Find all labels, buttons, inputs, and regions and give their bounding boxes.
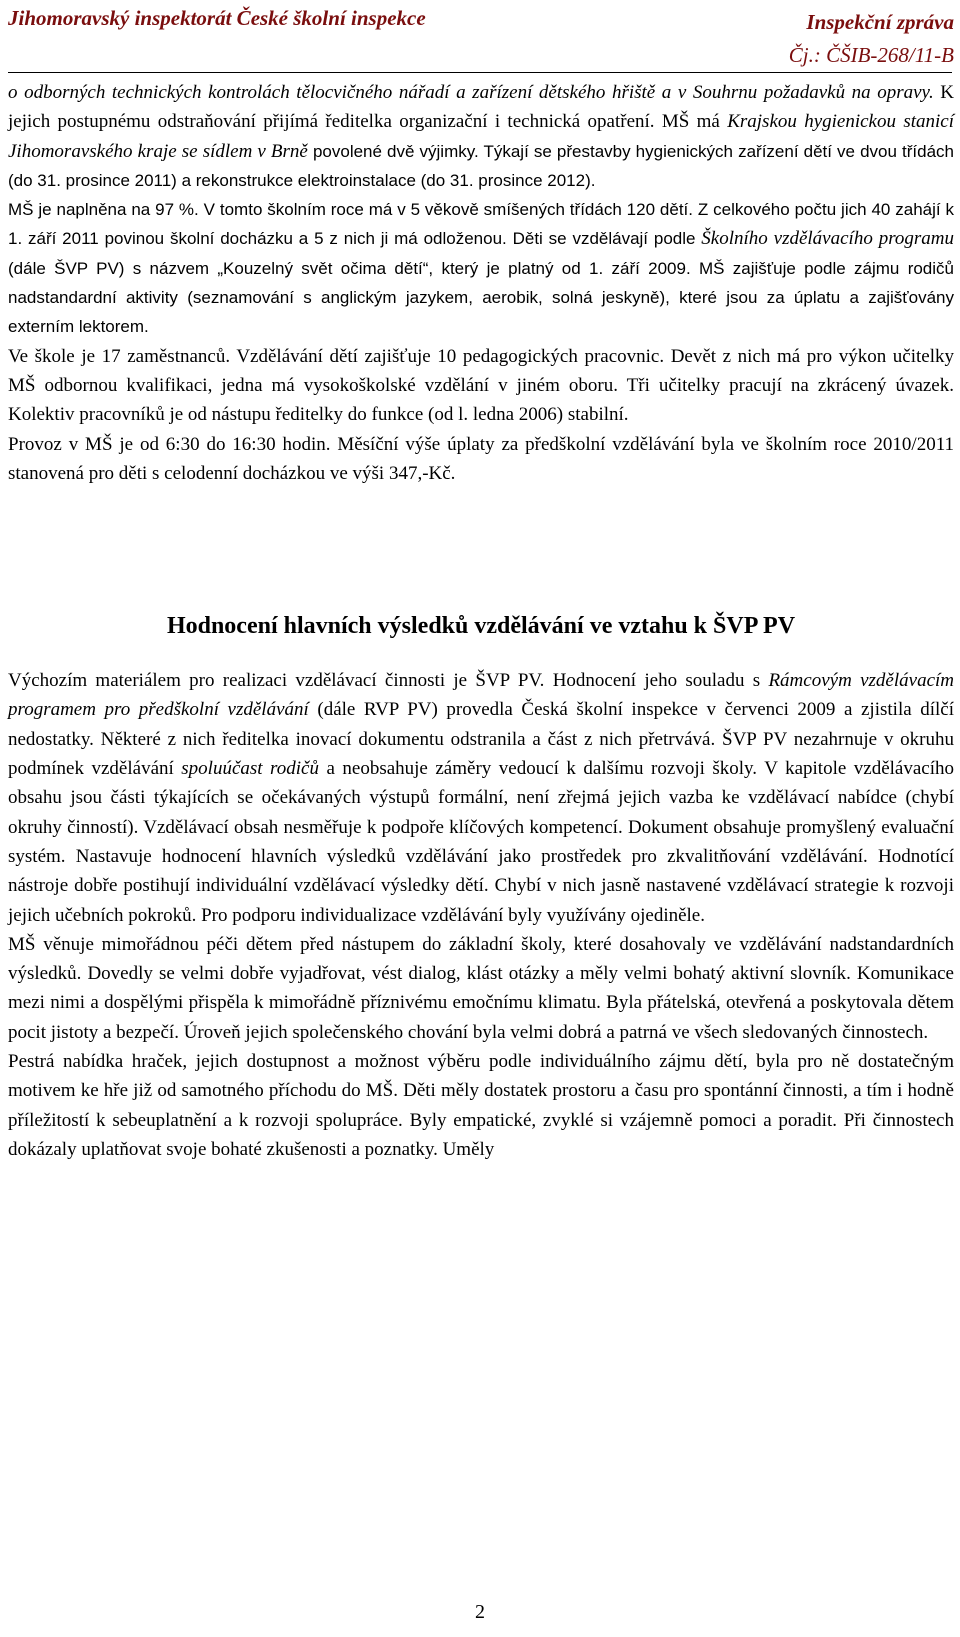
- paragraph-enrollment: [8, 195, 954, 341]
- document-body: [8, 78, 954, 1164]
- body-text-sans: povolené dvě výjimky. Týkají se přestavby hygienických zařízení dětí ve dvou třídách (do 31. prosince 2011) a rekonstrukce elektroinstalace (do 31. prosince 2012).: [8, 141, 954, 190]
- body-text: MŠ je naplněna na 97 %. V tomto školním roce má v 5 věkově smíšených třídách 120 dětí. Z celkového počtu jich 40 zahájí k 1. září 2011 povinou školní docházku a 5 z nich ji má odloženou. Děti se vzdělávají podle: [8, 200, 954, 249]
- body-text: K jejich postupnému odstraňování přijímá ředitelka organizační i technická opatření. MŠ má: [8, 82, 954, 133]
- paragraph-school-program-evaluation: [8, 666, 954, 930]
- italic-text: o odborných technických kontrolách tělocvičného nářadí a zařízení dětského hřiště a v: [8, 82, 693, 103]
- header-divider: [8, 72, 952, 73]
- body-text: (dále RVP PV) provedla Česká školní inspekce v červenci 2009 a zjistila dílčí nedostatky. Některé z nich ředitelka inovací dokumentu odstranila a část z nich přetrvává. ŠVP PV nezahrnuje v okruhu podmínek vzdělávání: [8, 699, 954, 780]
- body-text: a neobsahuje záměry vedoucí k dalšímu rozvoji školy. V kapitole vzdělávacího obsahu jsou části týkajících se očekávaných výstupů formální, není zřejmá jejich vazba ke vzdělávací nabídce (chybí okruhy činností). Vzdělávací obsah nesměřuje k podpoře klíčových kompetencí. Dokument obsahuje promyšlený evaluační systém. Nastavuje hodnocení hlavních výsledků vzdělávání jako prostředek pro zkvalitňování vzdělávání. Hodnotící nástroje dobře postihují individuální vzdělávací výsledky dětí. Chybí v nich jasně nastavené vzdělávací strategie k rozvoji jejich učebních pokroků. Pro podporu individualizace vzdělávání byly využívány ojediněle.: [8, 758, 955, 926]
- header-report-title: Inspekční zpráva: [806, 10, 954, 34]
- body-text: (dále ŠVP PV) s názvem „Kouzelný svět očima dětí“, který je platný od 1. září 2009. MŠ zajišťuje podle zájmu rodičů nadstandardní aktivity (seznamování s anglickým jazykem, aerobik, solná jeskyně), které jsou za úplatu a zajišťovány externím lektorem.: [8, 258, 954, 337]
- header-reference-number: Čj.: ČŠIB-268/11-B: [788, 43, 954, 67]
- italic-text: Školního vzdělávacího programu: [701, 228, 954, 250]
- header-inspectorate: Jihomoravský inspektorát České školní inspekce: [8, 6, 426, 30]
- paragraph-operating-hours: Provoz v MŠ je od 6:30 do 16:30 hodin. Měsíční výše úplaty za předškolní vzdělávání byla ve školním roce 2010/2011 stanovená pro děti s celodenní docházkou ve výši 347,-Kč.: [8, 433, 954, 484]
- italic-text: Souhrnu požadavků na opravy.: [692, 82, 934, 103]
- italic-text: Rámcovým vzdělávacím programem pro předškolní vzdělávání: [8, 670, 954, 721]
- italic-text: Krajskou hygienickou stanicí Jihomoravského kraje se sídlem v Brně: [8, 111, 954, 162]
- header-report-block: [789, 6, 954, 72]
- body-text: Výchozím materiálem pro realizaci vzdělávací činnosti je ŠVP PV. Hodnocení jeho souladu s: [8, 670, 769, 692]
- paragraph-preschool-care: MŠ věnuje mimořádnou péči dětem před nástupem do základní školy, které dosahovaly ve vzdělávání nadstandardních výsledků. Dovedly se velmi dobře vyjadřovat, vést dialog, klást otázky a měly velmi bohatý aktivní slovník. Komunikace mezi nimi a dospělými přispěla k mimořádně příznivému emočnímu klimatu. Byla přátelská, otevřená a poskytovala dětem pocit jistoty a bezpečí. Úroveň jejich společenského chování byla velmi dobrá a patrná ve všech sledovaných činnostech.: [8, 933, 954, 1043]
- paragraph-safety-inspections: [8, 78, 954, 195]
- paragraph-toys-and-play: Pestrá nabídka hraček, jejich dostupnost a možnost výběru podle individuálního zájmu dětí, byla pro ně dostatečným motivem ke hře již od samotného příchodu do MŠ. Děti měly dostatek prostoru a času pro spontánní činnosti, a tím i hodně příležitostí k sebeuplatnění a k rozvoji spolupráce. Byly empatické, zvyklé si vzájemně pomoci a poradit. Při činnostech dokázaly uplatňovat svoje bohaté zkušenosti a poznatky. Uměly: [8, 1051, 954, 1160]
- section-heading: Hodnocení hlavních výsledků vzdělávání ve vztahu k ŠVP PV: [166, 613, 796, 640]
- page-number: 2: [475, 1601, 485, 1623]
- paragraph-staff: Ve škole je 17 zaměstnanců. Vzdělávání dětí zajišťuje 10 pedagogických pracovnic. Devět z nich má pro výkon učitelky MŠ odbornou kvalifikaci, jedna má vysokoškolské vzdělání v jiném oboru. Tři učitelky pracují na zkrácený úvazek. Kolektiv pracovníků je od nástupu ředitelky do funkce (od l. ledna 2006) stabilní.: [8, 345, 954, 426]
- italic-text: spoluúčast rodičů: [181, 758, 319, 780]
